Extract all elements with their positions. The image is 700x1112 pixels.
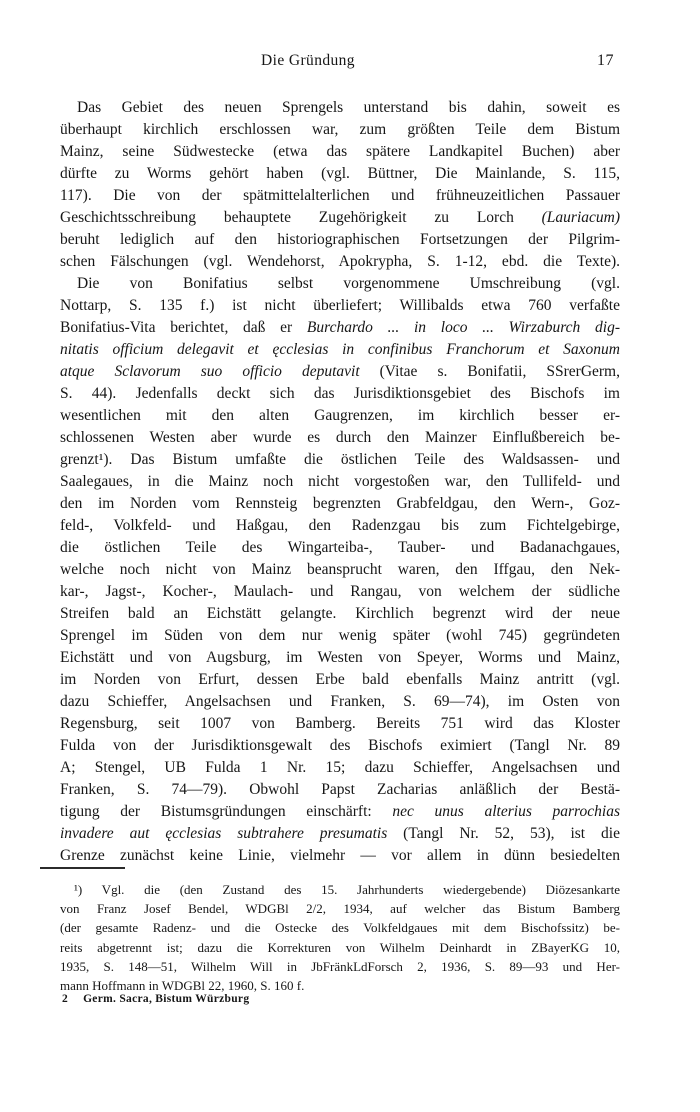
- text-line: [60, 845, 620, 867]
- text-line: [60, 405, 620, 427]
- text-segment: von Franz Josef Bendel, WDGBl 2/2, 1934, auf welcher das Bistum Bamberg: [60, 901, 620, 917]
- text-segment: im Norden von Erfurt, dessen Erbe bald ebenfalls Mainz antritt (vgl.: [60, 671, 620, 688]
- text-segment: kar-, Jagst-, Kocher-, Maulach- und Rangau, von welchem der südliche: [60, 583, 620, 600]
- body-text: [60, 97, 620, 867]
- text-segment: 1935, S. 148—51, Wilhelm Will in JbFränkLdForsch 2, 1936, S. 89—93 und Her-: [60, 958, 620, 974]
- text-segment: welche noch nicht von Mainz beansprucht waren, den Iffgau, den Nek-: [60, 561, 620, 578]
- text-line: [60, 317, 620, 339]
- text-line: [60, 669, 620, 691]
- text-line: [60, 880, 620, 899]
- signature-label: Germ. Sacra, Bistum Würzburg: [83, 993, 250, 1005]
- text-line: [60, 691, 620, 713]
- text-segment: überhaupt kirchlich erschlossen war, zum größten Teile dem Bistum: [60, 121, 620, 138]
- text-line: [60, 757, 620, 779]
- text-line: [60, 801, 620, 823]
- text-segment: Streifen bald an Eichstätt gelangte. Kirchlich begrenzt wird der neue: [60, 605, 620, 622]
- footnote: [60, 880, 620, 995]
- text-line: [60, 938, 620, 957]
- text-segment: dürfte zu Worms gehört haben (vgl. Büttner, Die Mainlande, S. 115,: [60, 165, 620, 182]
- text-segment: schen Fälschungen (vgl. Wendehorst, Apokrypha, S. 1-12, ebd. die Texte).: [60, 253, 620, 270]
- italic-text-segment: Burchardo ... in loco ... Wirzaburch dig-: [306, 319, 620, 336]
- text-segment: Regensburg, seit 1007 von Bamberg. Bereits 751 wird das Kloster: [60, 715, 620, 732]
- text-segment: Grenze zunächst keine Linie, vielmehr — vor allem in dünn besiedelten: [60, 847, 620, 864]
- text-segment: S. 44). Jedenfalls deckt sich das Jurisdiktionsgebiet des Bischofs im: [60, 385, 620, 402]
- text-line: [60, 647, 620, 669]
- text-line: [60, 899, 620, 918]
- text-segment: (Vitae s. Bonifatii, SSrerGerm,: [379, 363, 620, 380]
- text-segment: Sprengel im Süden von dem nur wenig später (wohl 745) gegründeten: [60, 627, 620, 644]
- text-line: [60, 735, 620, 757]
- text-segment: Fulda von der Jurisdiktionsgewalt des Bischofs eximiert (Tangl Nr. 89: [60, 737, 620, 754]
- italic-text-segment: atque Sclavorum suo officio deputavit: [60, 363, 380, 380]
- text-segment: A; Stengel, UB Fulda 1 Nr. 15; dazu Schieffer, Angelsachsen und: [60, 759, 620, 776]
- text-segment: Mainz, seine Südwestecke (etwa das spätere Landkapitel Buchen) aber: [60, 143, 620, 160]
- text-line: [60, 559, 620, 581]
- text-segment: (der gesamte Radenz- und die Ostecke des Volkfeldgaues mit dem Bischofssitz) be-: [60, 920, 620, 936]
- text-line: [60, 449, 620, 471]
- text-line: [60, 625, 620, 647]
- text-line: [60, 823, 620, 845]
- text-segment: tigung der Bistumsgründungen einschärft:: [60, 803, 393, 820]
- text-line: [60, 537, 620, 559]
- text-line: [60, 957, 620, 976]
- italic-text-segment: nec unus alterius parrochias: [392, 803, 620, 820]
- signature-number: 2: [62, 993, 69, 1005]
- text-line: [60, 603, 620, 625]
- text-line: [60, 273, 620, 295]
- text-segment: die östlichen Teile des Wingarteiba-, Tauber- und Badanachgaues,: [60, 539, 620, 556]
- page-number: 17: [597, 52, 614, 69]
- text-segment: schlossenen Westen aber wurde es durch den Mainzer Einflußbereich be-: [60, 429, 620, 446]
- text-segment: Franken, S. 74—79). Obwohl Papst Zacharias anläßlich der Bestä-: [60, 781, 620, 798]
- text-segment: Die von Bonifatius selbst vorgenommene Umschreibung (vgl.: [77, 275, 620, 292]
- sheet-signature: [62, 993, 249, 1005]
- text-line: [60, 361, 620, 383]
- text-line: [60, 383, 620, 405]
- text-line: [60, 141, 620, 163]
- text-line: [60, 229, 620, 251]
- text-segment: Eichstätt und von Augsburg, im Westen von Speyer, Worms und Mainz,: [60, 649, 620, 666]
- text-segment: feld-, Volkfeld- und Haßgau, den Radenzgau bis zum Fichtelgebirge,: [60, 517, 620, 534]
- text-segment: reits abgetrennt ist; dazu die Korrekturen von Wilhelm Deinhardt in ZBayerKG 10,: [60, 939, 620, 955]
- page-header: [60, 52, 620, 74]
- text-line: [60, 779, 620, 801]
- text-line: [60, 339, 620, 361]
- italic-text-segment: nitatis officium delegavit et ęcclesias in confinibus Franchorum et Saxonum: [60, 341, 620, 358]
- text-segment: wesentlichen mit den alten Gaugrenzen, im kirchlich besser er-: [60, 407, 620, 424]
- text-line: [60, 471, 620, 493]
- text-segment: Saalegaues, in die Mainz noch nicht vorgestoßen war, den Tullifeld- und: [60, 473, 620, 490]
- text-segment: Bonifatius-Vita berichtet, daß er: [60, 319, 307, 336]
- text-line: [60, 97, 620, 119]
- text-line: [60, 918, 620, 937]
- running-title: Die Gründung: [261, 52, 355, 69]
- text-segment: den im Norden vom Rennsteig begrenzten Grabfeldgau, den Wern-, Goz-: [60, 495, 620, 512]
- text-line: [60, 581, 620, 603]
- text-line: [60, 207, 620, 229]
- text-segment: grenzt¹). Das Bistum umfaßte die östlichen Teile des Waldsassen- und: [60, 451, 620, 468]
- text-segment: beruht lediglich auf den historiographischen Fortsetzungen der Pilgrim-: [60, 231, 620, 248]
- text-line: [60, 251, 620, 273]
- text-line: [60, 493, 620, 515]
- text-line: [60, 163, 620, 185]
- text-line: [60, 295, 620, 317]
- text-segment: (Tangl Nr. 52, 53), ist die: [403, 825, 620, 842]
- italic-text-segment: invadere aut ęcclesias subtrahere presumatis: [60, 825, 404, 842]
- footnote-separator-rule: [40, 867, 125, 869]
- text-segment: mann Hoffmann in WDGBl 22, 1960, S. 160 f.: [60, 977, 305, 993]
- text-line: [60, 119, 620, 141]
- text-segment: Geschichtsschreibung behauptete Zugehörigkeit zu Lorch: [60, 209, 542, 226]
- text-segment: 117). Die von der spätmittelalterlichen und frühneuzeitlichen Passauer: [60, 187, 620, 204]
- text-segment: Nottarp, S. 135 f.) ist nicht überliefert; Willibalds etwa 760 verfaßte: [60, 297, 620, 314]
- text-line: [60, 185, 620, 207]
- text-segment: ¹) Vgl. die (den Zustand des 15. Jahrhunderts wiedergebende) Diözesankarte: [74, 882, 620, 897]
- text-line: [60, 515, 620, 537]
- italic-text-segment: (Lauriacum): [541, 209, 620, 226]
- text-line: [60, 427, 620, 449]
- text-segment: dazu Schieffer, Angelsachsen und Franken, S. 69—74), im Osten von: [60, 693, 620, 710]
- text-segment: Das Gebiet des neuen Sprengels unterstand bis dahin, soweit es: [77, 99, 620, 116]
- text-line: [60, 713, 620, 735]
